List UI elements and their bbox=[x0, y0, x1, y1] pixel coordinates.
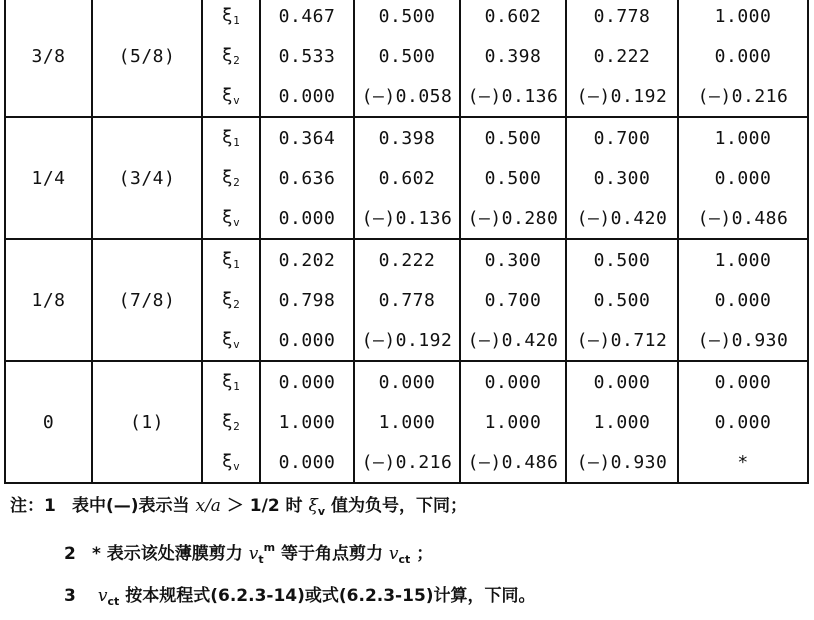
value-cell: (—)0.930 bbox=[566, 442, 678, 483]
coefficient-subscript: 1 bbox=[233, 380, 241, 393]
value-cell: * bbox=[678, 442, 808, 483]
table-row bbox=[5, 361, 808, 402]
value-cell: (—)0.420 bbox=[566, 198, 678, 239]
position-cell: 0 bbox=[5, 361, 92, 483]
value-cell: 0.222 bbox=[566, 36, 678, 76]
coefficient-symbol: ξ bbox=[221, 411, 234, 432]
note-1-xi-sub: v bbox=[317, 505, 326, 518]
value-cell: 1.000 bbox=[678, 117, 808, 158]
coefficient-symbol-cell bbox=[202, 158, 260, 198]
note-2-sub2: ct bbox=[398, 553, 411, 566]
coefficient-subscript: v bbox=[233, 216, 241, 229]
note-1-slash: / bbox=[205, 496, 211, 516]
value-cell: 0.500 bbox=[354, 36, 460, 76]
coefficient-symbol-cell bbox=[202, 402, 260, 442]
value-cell: 0.798 bbox=[260, 280, 354, 320]
value-cell: 0.500 bbox=[460, 117, 566, 158]
value-cell: 0.500 bbox=[566, 239, 678, 280]
coefficient-subscript: 2 bbox=[233, 54, 241, 67]
note-3-text-a: 按本规程式(6.2.3-14)或式(6.2.3-15)计算，下同。 bbox=[125, 586, 536, 606]
value-cell: 0.364 bbox=[260, 117, 354, 158]
value-cell: (—)0.930 bbox=[678, 320, 808, 361]
coefficient-symbol: ξ bbox=[221, 127, 234, 148]
position-cell: 3/8 bbox=[5, 0, 92, 117]
coefficient-subscript: 1 bbox=[233, 136, 241, 149]
value-cell: 1.000 bbox=[460, 402, 566, 442]
coefficient-symbol: ξ bbox=[221, 329, 234, 350]
coefficient-symbol: ξ bbox=[221, 5, 234, 26]
mirror-position-cell: (7/8) bbox=[92, 239, 202, 361]
note-2-sub: t bbox=[258, 553, 264, 566]
coefficient-symbol-cell bbox=[202, 361, 260, 402]
note-1-text-b: 值为负号，下同； bbox=[330, 496, 467, 516]
value-cell: 0.500 bbox=[460, 158, 566, 198]
value-cell: (—)0.136 bbox=[354, 198, 460, 239]
table-row bbox=[5, 0, 808, 36]
value-cell: 0.602 bbox=[460, 0, 566, 36]
note-1-text-a: 表中(—)表示当 bbox=[72, 496, 190, 516]
coefficient-symbol-cell bbox=[202, 280, 260, 320]
note-2-text-a: * 表示该处薄膜剪力 bbox=[92, 544, 243, 564]
position-cell: 1/8 bbox=[5, 239, 92, 361]
value-cell: 0.202 bbox=[260, 239, 354, 280]
coefficient-subscript: 2 bbox=[233, 420, 241, 433]
value-cell: (—)0.712 bbox=[566, 320, 678, 361]
value-cell: 0.398 bbox=[460, 36, 566, 76]
coefficient-subscript: 1 bbox=[233, 258, 241, 271]
coefficient-symbol-cell bbox=[202, 76, 260, 117]
note-2-sup: m bbox=[263, 541, 276, 554]
note-3 bbox=[10, 578, 810, 620]
table-body bbox=[5, 0, 808, 483]
table-row bbox=[5, 117, 808, 158]
coefficient-symbol: ξ bbox=[221, 249, 234, 270]
coefficient-symbol: ξ bbox=[221, 289, 234, 310]
note-1-gt: ＞ 1/2 时 bbox=[226, 496, 303, 516]
value-cell: (—)0.058 bbox=[354, 76, 460, 117]
coefficient-symbol: ξ bbox=[221, 167, 234, 188]
coefficient-symbol: ξ bbox=[221, 45, 234, 66]
value-cell: (—)0.216 bbox=[678, 76, 808, 117]
value-cell: 0.398 bbox=[354, 117, 460, 158]
mirror-position-cell: (5/8) bbox=[92, 0, 202, 117]
value-cell: 0.602 bbox=[354, 158, 460, 198]
value-cell: 0.000 bbox=[260, 442, 354, 483]
value-cell: 0.778 bbox=[354, 280, 460, 320]
note-3-number: 3 bbox=[64, 586, 76, 606]
value-cell: 0.000 bbox=[678, 361, 808, 402]
note-1-number: 1 bbox=[44, 496, 56, 516]
value-cell: (—)0.280 bbox=[460, 198, 566, 239]
value-cell: 0.000 bbox=[678, 280, 808, 320]
note-1-a: a bbox=[210, 496, 221, 516]
coefficient-subscript: v bbox=[233, 460, 241, 473]
value-cell: 0.000 bbox=[566, 361, 678, 402]
value-cell: (—)0.420 bbox=[460, 320, 566, 361]
value-cell: 0.778 bbox=[566, 0, 678, 36]
coefficient-symbol: ξ bbox=[221, 85, 234, 106]
value-cell: 0.000 bbox=[678, 402, 808, 442]
value-cell: 0.000 bbox=[260, 320, 354, 361]
coefficient-subscript: 2 bbox=[233, 298, 241, 311]
value-cell: 0.636 bbox=[260, 158, 354, 198]
value-cell: 0.700 bbox=[566, 117, 678, 158]
note-2-text-c: ； bbox=[416, 544, 434, 564]
table-row bbox=[5, 239, 808, 280]
value-cell: 0.000 bbox=[678, 36, 808, 76]
value-cell: 0.000 bbox=[678, 158, 808, 198]
note-2 bbox=[10, 530, 810, 578]
value-cell: 0.533 bbox=[260, 36, 354, 76]
coefficient-symbol-cell bbox=[202, 442, 260, 483]
value-cell: 0.000 bbox=[260, 198, 354, 239]
value-cell: 0.500 bbox=[354, 0, 460, 36]
value-cell: 1.000 bbox=[678, 0, 808, 36]
note-2-number: 2 bbox=[64, 544, 76, 564]
mirror-position-cell: (1) bbox=[92, 361, 202, 483]
value-cell: 1.000 bbox=[354, 402, 460, 442]
position-cell: 1/4 bbox=[5, 117, 92, 239]
value-cell: 0.222 bbox=[354, 239, 460, 280]
value-cell: 0.500 bbox=[566, 280, 678, 320]
value-cell: 0.000 bbox=[354, 361, 460, 402]
coefficient-symbol-cell bbox=[202, 198, 260, 239]
value-cell: 0.000 bbox=[260, 361, 354, 402]
value-cell: (—)0.192 bbox=[354, 320, 460, 361]
coefficient-symbol-cell bbox=[202, 36, 260, 76]
coefficient-symbol-cell bbox=[202, 117, 260, 158]
coefficient-table bbox=[4, 0, 809, 484]
note-3-v: v bbox=[97, 586, 108, 606]
value-cell: (—)0.216 bbox=[354, 442, 460, 483]
coefficient-symbol-cell bbox=[202, 239, 260, 280]
coefficient-symbol-cell bbox=[202, 320, 260, 361]
note-2-text-b: 等于角点剪力 bbox=[281, 544, 383, 564]
coefficient-subscript: v bbox=[233, 94, 241, 107]
value-cell: 0.000 bbox=[460, 361, 566, 402]
note-2-v: v bbox=[248, 544, 259, 564]
value-cell: (—)0.486 bbox=[678, 198, 808, 239]
value-cell: 0.467 bbox=[260, 0, 354, 36]
value-cell: 1.000 bbox=[678, 239, 808, 280]
coefficient-subscript: 1 bbox=[233, 14, 241, 27]
note-3-sub: ct bbox=[107, 595, 120, 608]
note-1-x: x bbox=[195, 496, 206, 516]
value-cell: (—)0.136 bbox=[460, 76, 566, 117]
note-1 bbox=[10, 488, 810, 530]
value-cell: 0.300 bbox=[566, 158, 678, 198]
coefficient-symbol-cell bbox=[202, 0, 260, 36]
coefficient-symbol: ξ bbox=[221, 451, 234, 472]
value-cell: 0.300 bbox=[460, 239, 566, 280]
value-cell: 0.700 bbox=[460, 280, 566, 320]
mirror-position-cell: (3/4) bbox=[92, 117, 202, 239]
notes-prefix: 注： bbox=[10, 496, 44, 516]
value-cell: 0.000 bbox=[260, 76, 354, 117]
note-2-v2: v bbox=[388, 544, 399, 564]
value-cell: 1.000 bbox=[260, 402, 354, 442]
note-1-xi: ξ bbox=[308, 496, 318, 516]
coefficient-subscript: v bbox=[233, 338, 241, 351]
value-cell: (—)0.486 bbox=[460, 442, 566, 483]
value-cell: 1.000 bbox=[566, 402, 678, 442]
value-cell: (—)0.192 bbox=[566, 76, 678, 117]
notes bbox=[10, 488, 810, 620]
coefficient-subscript: 2 bbox=[233, 176, 241, 189]
coefficient-symbol: ξ bbox=[221, 207, 234, 228]
coefficient-symbol: ξ bbox=[221, 371, 234, 392]
